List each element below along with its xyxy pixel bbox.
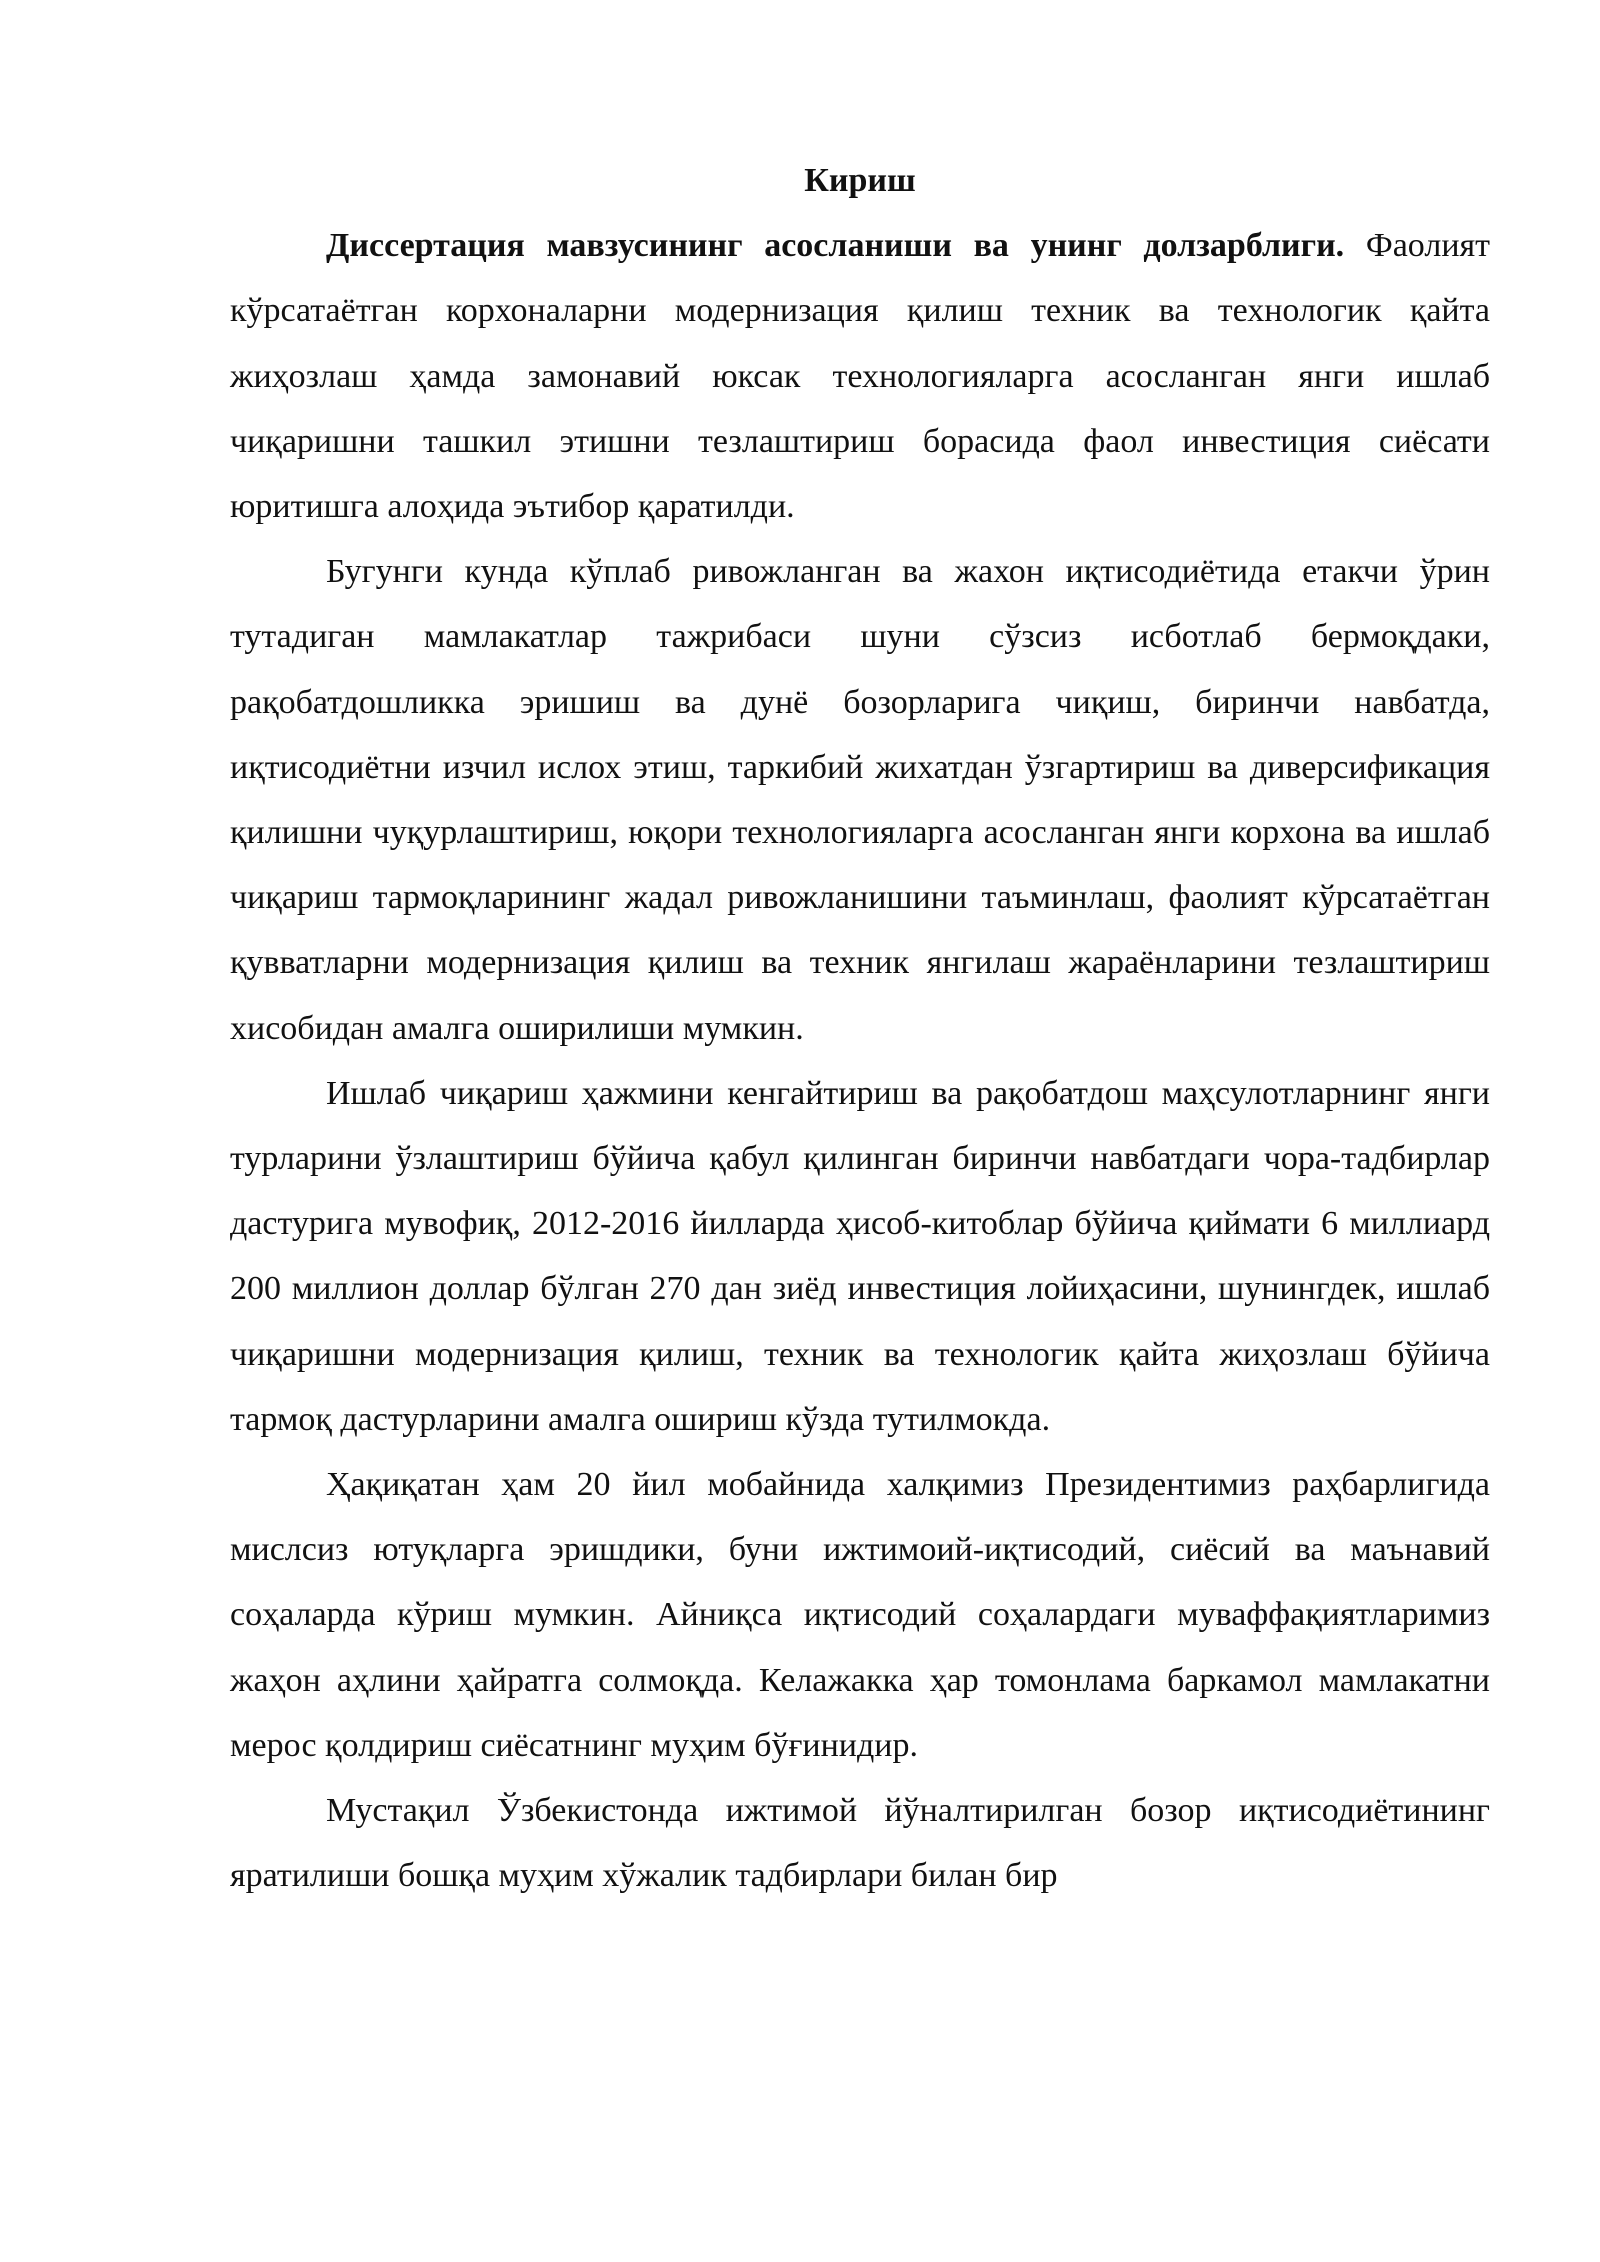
document-body [230, 148, 1490, 1908]
paragraph-achievements [230, 1452, 1490, 1778]
paragraph-relevance [230, 213, 1490, 539]
paragraph-text: Бугунги кунда кўплаб ривожланган ва жахон иқтисодиётида етакчи ўрин тутадиган мамлакатлар тажрибаси шуни сўзсиз исботлаб бермоқдаки, рақобатдошликка эришиш ва дунё бозорларига чиқиш, биринчи навбатда, иқтисодиётни изчил ислох этиш, таркибий жихатдан ўзгартириш ва диверсификация қилишни чуқурлаштириш, юқори технологияларга асосланган янги корхона ва ишлаб чиқариш тармоқларининг жадал ривожланишини таъминлаш, фаолият кўрсатаётган қувватларни модернизация қилиш ва техник янгилаш жараёнларини тезлаштириш хисобидан амалга оширилиши мумкин. [230, 553, 1490, 1047]
paragraph-developed-countries [230, 539, 1490, 1061]
paragraph-text: Ишлаб чиқариш ҳажмини кенгайтириш ва рақобатдош маҳсулотларнинг янги турларини ўзлаштириш бўйича қабул қилинган биринчи навбатдаги чора-тадбирлар дастурига мувофиқ, 2012-2016 йилларда ҳисоб-китоблар бўйича қиймати 6 миллиард 200 миллион доллар бўлган 270 дан зиёд инвестиция лойиҳасини, шунингдек, ишлаб чиқаришни модернизация қилиш, техник ва технологик қайта жиҳозлаш бўйича тармоқ дастурларини амалга ошириш кўзда тутилмокда. [230, 1074, 1490, 1438]
paragraph-market-economy [230, 1778, 1490, 1908]
paragraph-text: Мустақил Ўзбекистонда ижтимой йўналтирилган бозор иқтисодиётининг яратилиши бошқа муҳим хўжалик тадбирлари билан бир [230, 1792, 1490, 1895]
paragraph-lead: Диссертация мавзусининг асосланиши ва унинг долзарблиги. [326, 227, 1345, 265]
document-heading: Кириш [804, 162, 916, 199]
paragraph-text: Ҳақиқатан ҳам 20 йил мобайнида халқимиз Президентимиз раҳбарлигида мислсиз ютуқларга эришдики, буни ижтимоий-иқтисодий, сиёсий ва маънавий соҳаларда кўриш мумкин. Айниқса иқтисодий соҳалардаги муваффақиятларимиз жаҳон аҳлини ҳайратга солмоқда. Келажакка ҳар томонлама баркамол мамлакатни мерос қолдириш сиёсатнинг муҳим бўғинидир. [230, 1466, 1490, 1764]
paragraph-production-program [230, 1061, 1490, 1452]
paragraph-text: Фаолият кўрсатаётган корхоналарни модернизация қилиш техник ва технологик қайта жиҳозлаш ҳамда замонавий юксак технологияларга асосланган янги ишлаб чиқаришни ташкил этишни тезлаштириш борасида фаол инвестиция сиёсати юритишга алоҳида эътибор қаратилди. [230, 227, 1491, 526]
